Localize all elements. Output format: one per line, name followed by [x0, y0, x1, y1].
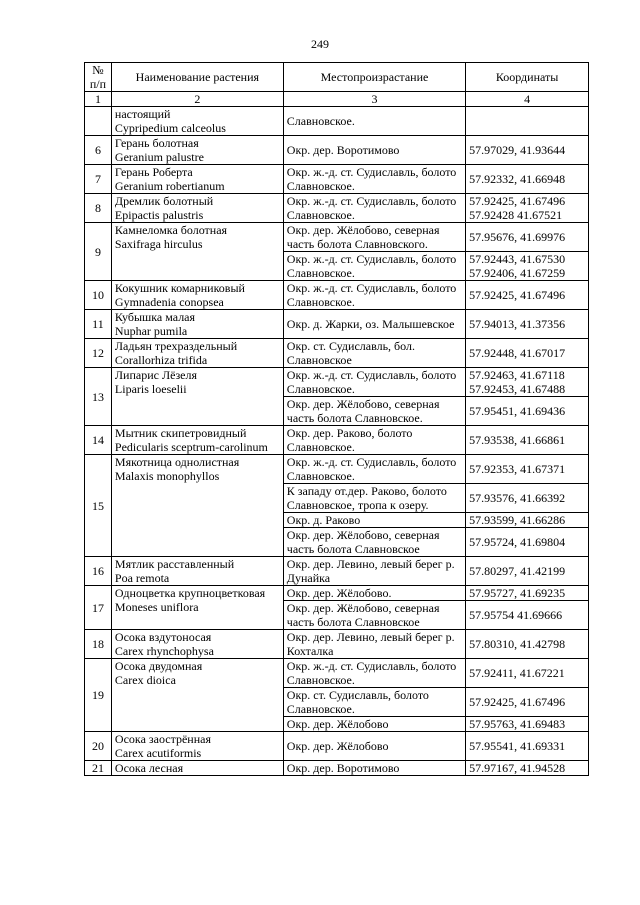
coordinates-cell: 57.94013, 41.37356 — [466, 310, 589, 339]
plant-name-latin: Saxifraga hirculus — [114, 237, 203, 251]
plant-name-cell — [111, 761, 283, 776]
plant-name-cell — [111, 165, 283, 194]
plant-name-russian: Герань Роберта — [114, 165, 193, 179]
coordinates-cell: 57.93538, 41.66861 — [466, 426, 589, 455]
plant-name-cell — [111, 339, 283, 368]
row-number: 14 — [85, 426, 112, 455]
column-index-row — [85, 92, 589, 107]
plant-name-cell — [111, 194, 283, 223]
row-number: 11 — [85, 310, 112, 339]
location-cell: Окр. дер. Воротимово — [283, 136, 465, 165]
row-number: 17 — [85, 586, 112, 630]
plant-name-russian: Осока двудомная — [114, 659, 203, 673]
table-row — [85, 586, 589, 601]
location-cell: Окр. ст. Судиславль, болото Славновское. — [283, 688, 465, 717]
plant-name-cell — [111, 281, 283, 310]
table-row — [85, 557, 589, 586]
coordinates-cell: 57.92443, 41.67530 57.92406, 41.67259 — [466, 252, 589, 281]
table-row — [85, 659, 589, 688]
location-cell: Окр. дер. Жёлобово, северная часть болота Славновского. — [283, 223, 465, 252]
plant-name-cell — [111, 107, 283, 136]
coordinates-cell: 57.92411, 41.67221 — [466, 659, 589, 688]
plant-name-cell — [111, 732, 283, 761]
plant-name-latin: Moneses uniflora — [114, 600, 199, 614]
coordinates-cell — [466, 107, 589, 136]
plant-name-russian: Осока вздутоносая — [114, 630, 212, 644]
coordinates-cell: 57.97029, 41.93644 — [466, 136, 589, 165]
location-cell: Окр. ж.-д. ст. Судиславль, болото Славновское. — [283, 368, 465, 397]
table-row — [85, 732, 589, 761]
coordinates-cell: 57.97167, 41.94528 — [466, 761, 589, 776]
plant-name-cell — [111, 659, 283, 732]
coordinates-cell: 57.92353, 41.67371 — [466, 455, 589, 484]
coordinates-cell: 57.92425, 41.67496 57.92428 41.67521 — [466, 194, 589, 223]
plant-name-cell — [111, 630, 283, 659]
table-row — [85, 165, 589, 194]
coordinates-cell: 57.92332, 41.66948 — [466, 165, 589, 194]
column-index: 1 — [85, 92, 112, 107]
plant-name-latin: Carex dioica — [114, 673, 176, 687]
coordinates-cell: 57.95727, 41.69235 — [466, 586, 589, 601]
location-cell: Окр. дер. Жёлобово, северная часть болота Славновское. — [283, 397, 465, 426]
location-cell: Окр. ж.-д. ст. Судиславль, болото Славновское. — [283, 194, 465, 223]
location-cell: Окр. дер. Жёлобово, северная часть болота Славновское — [283, 601, 465, 630]
location-cell: Окр. ж.-д. ст. Судиславль, болото Славновское. — [283, 252, 465, 281]
location-cell: Окр. дер. Раково, болото Славновское. — [283, 426, 465, 455]
plant-name-russian: Осока заострённая — [114, 732, 211, 746]
plant-table — [84, 62, 589, 776]
row-number: 12 — [85, 339, 112, 368]
coordinates-cell: 57.93599, 41.66286 — [466, 513, 589, 528]
table-row — [85, 107, 589, 136]
location-cell: К западу от.дер. Раково, болото Славновское, тропа к озеру. — [283, 484, 465, 513]
plant-name-latin: Cypripedium calceolus — [114, 121, 226, 135]
plant-name-russian: Камнеломка болотная — [114, 223, 228, 237]
table-row — [85, 194, 589, 223]
coordinates-cell: 57.80297, 41.42199 — [466, 557, 589, 586]
location-cell: Окр. дер. Жёлобово — [283, 732, 465, 761]
plant-name-latin: Pedicularis sceptrum-carolinum — [114, 440, 268, 454]
table-header-row — [85, 63, 589, 92]
location-cell: Окр. дер. Левино, левый берег р. Дунайка — [283, 557, 465, 586]
plant-name-latin: Poa remota — [114, 571, 170, 585]
location-cell: Окр. ж.-д. ст. Судиславль, болото Славновское. — [283, 165, 465, 194]
location-cell: Окр. дер. Левино, левый берег р. Кохталка — [283, 630, 465, 659]
table-row — [85, 339, 589, 368]
row-number: 13 — [85, 368, 112, 426]
plant-name-latin: Carex rhynchophysa — [114, 644, 214, 658]
table-row — [85, 281, 589, 310]
page-number: 249 — [311, 37, 329, 51]
coordinates-cell: 57.95724, 41.69804 — [466, 528, 589, 557]
table-row — [85, 761, 589, 776]
coordinates-cell: 57.92463, 41.67118 57.92453, 41.67488 — [466, 368, 589, 397]
plant-name-russian: Осока лесная — [114, 761, 184, 775]
location-cell: Славновское. — [283, 107, 465, 136]
location-cell: Окр. ж.-д. ст. Судиславль, болото Славновское. — [283, 281, 465, 310]
plant-name-cell — [111, 223, 283, 281]
table-body — [85, 107, 589, 776]
row-number: 18 — [85, 630, 112, 659]
location-cell: Окр. ст. Судиславль, бол. Славновское — [283, 339, 465, 368]
plant-name-latin: Epipactis palustris — [114, 208, 204, 222]
table-row — [85, 630, 589, 659]
plant-name-latin: Liparis loeselii — [114, 382, 187, 396]
location-cell: Окр. дер. Жёлобово, северная часть болота Славновское — [283, 528, 465, 557]
row-number: 10 — [85, 281, 112, 310]
row-number: 19 — [85, 659, 112, 732]
plant-name-cell — [111, 310, 283, 339]
plant-name-latin: Geranium palustre — [114, 150, 204, 164]
plant-name-russian: Ладьян трехраздельный — [114, 339, 238, 353]
header-coordinates: Координаты — [466, 63, 589, 92]
location-cell: Окр. ж.-д. ст. Судиславль, болото Славновское. — [283, 455, 465, 484]
table-row — [85, 455, 589, 484]
column-index: 3 — [283, 92, 465, 107]
coordinates-cell: 57.92425, 41.67496 — [466, 281, 589, 310]
location-cell: Окр. д. Раково — [283, 513, 465, 528]
location-cell: Окр. дер. Воротимово — [283, 761, 465, 776]
plant-name-russian: Мытник скипетровидный — [114, 426, 247, 440]
location-cell: Окр. д. Жарки, оз. Малышевское — [283, 310, 465, 339]
row-number: 16 — [85, 557, 112, 586]
plant-name-russian: Одноцветка крупноцветковая — [114, 586, 266, 600]
plant-name-cell — [111, 557, 283, 586]
coordinates-cell: 57.95763, 41.69483 — [466, 717, 589, 732]
plant-name-russian: Кубышка малая — [114, 310, 196, 324]
table-row — [85, 368, 589, 397]
coordinates-cell: 57.95541, 41.69331 — [466, 732, 589, 761]
row-number: 15 — [85, 455, 112, 557]
table-row — [85, 310, 589, 339]
plant-name-russian: Герань болотная — [114, 136, 199, 150]
plant-name-russian: настоящий — [114, 107, 171, 121]
table-row — [85, 426, 589, 455]
plant-name-latin: Malaxis monophyllos — [114, 469, 220, 483]
plant-name-latin: Carex acutiformis — [114, 746, 202, 760]
row-number: 8 — [85, 194, 112, 223]
row-number: 20 — [85, 732, 112, 761]
plant-name-latin: Gymnadenia conopsea — [114, 295, 224, 309]
plant-name-cell — [111, 586, 283, 630]
coordinates-cell: 57.95676, 41.69976 — [466, 223, 589, 252]
row-number: 6 — [85, 136, 112, 165]
plant-name-russian: Липарис Лёзеля — [114, 368, 198, 382]
plant-name-cell — [111, 426, 283, 455]
row-number: 7 — [85, 165, 112, 194]
plant-name-russian: Кокушник комарниковый — [114, 281, 245, 295]
header-number: № п/п — [85, 63, 112, 92]
column-index: 4 — [466, 92, 589, 107]
row-number — [85, 107, 112, 136]
location-cell: Окр. дер. Жёлобово — [283, 717, 465, 732]
coordinates-cell: 57.92425, 41.67496 — [466, 688, 589, 717]
header-location: Местопроизрастание — [283, 63, 465, 92]
plant-name-russian: Мятлик расставленный — [114, 557, 235, 571]
table-row — [85, 223, 589, 252]
coordinates-cell: 57.93576, 41.66392 — [466, 484, 589, 513]
row-number: 9 — [85, 223, 112, 281]
plant-name-latin: Nuphar pumila — [114, 324, 188, 338]
plant-name-latin: Corallorhiza trifida — [114, 353, 208, 367]
location-cell: Окр. ж.-д. ст. Судиславль, болото Славновское. — [283, 659, 465, 688]
table-row — [85, 136, 589, 165]
plant-name-cell — [111, 136, 283, 165]
plant-name-cell — [111, 368, 283, 426]
coordinates-cell: 57.95754 41.69666 — [466, 601, 589, 630]
location-cell: Окр. дер. Жёлобово. — [283, 586, 465, 601]
column-index: 2 — [111, 92, 283, 107]
coordinates-cell: 57.95451, 41.69436 — [466, 397, 589, 426]
header-plant-name: Наименование растения — [111, 63, 283, 92]
row-number: 21 — [85, 761, 112, 776]
plant-name-cell — [111, 455, 283, 557]
plant-name-latin: Geranium robertianum — [114, 179, 225, 193]
coordinates-cell: 57.92448, 41.67017 — [466, 339, 589, 368]
coordinates-cell: 57.80310, 41.42798 — [466, 630, 589, 659]
plant-name-russian: Дремлик болотный — [114, 194, 214, 208]
plant-name-russian: Мякотница однолистная — [114, 455, 240, 469]
